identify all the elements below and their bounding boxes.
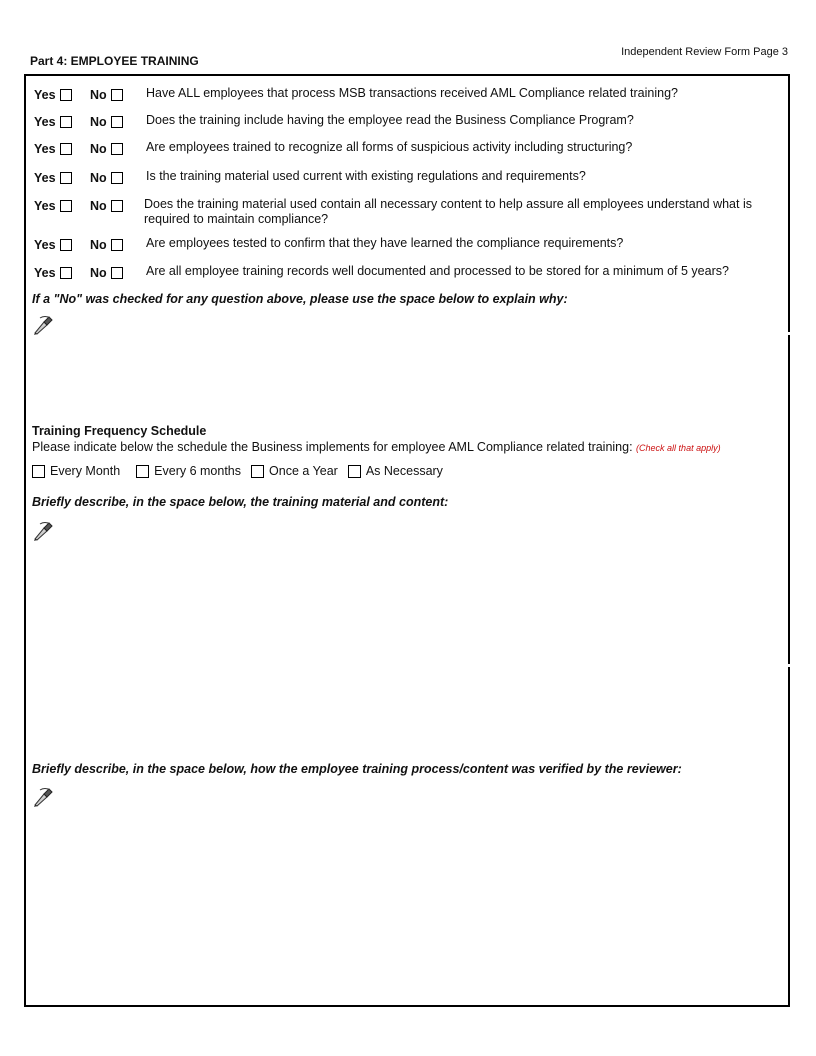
pen-icon[interactable] (32, 520, 54, 542)
pen-icon[interactable] (32, 786, 54, 808)
no-option[interactable]: No (90, 115, 123, 129)
divider-gap (788, 332, 790, 335)
no-checkbox[interactable] (111, 143, 123, 155)
question-text: Is the training material used current with existing regulations and requirements? (146, 169, 586, 183)
verify-prompt: Briefly describe, in the space below, how the employee training process/content was verified by the reviewer: (32, 762, 682, 776)
explain-prompt: If a "No" was checked for any question above, please use the space below to explain why: (32, 292, 568, 306)
yes-checkbox[interactable] (60, 143, 72, 155)
question-text: Are all employee training records well documented and processed to be stored for a minimum of 5 years? (146, 264, 729, 278)
yes-option[interactable]: Yes (34, 115, 72, 129)
yes-option[interactable]: Yes (34, 199, 72, 213)
material-prompt: Briefly describe, in the space below, the training material and content: (32, 495, 449, 509)
yes-checkbox[interactable] (60, 172, 72, 184)
frequency-options (32, 464, 443, 478)
yes-checkbox[interactable] (60, 116, 72, 128)
yes-option[interactable]: Yes (34, 266, 72, 280)
question-row (26, 266, 788, 286)
question-row (26, 171, 788, 191)
pen-icon[interactable] (32, 314, 54, 336)
option-once-a-year[interactable]: Once a Year (251, 464, 338, 478)
part-title: Part 4: EMPLOYEE TRAINING (30, 54, 199, 68)
no-checkbox[interactable] (111, 89, 123, 101)
yes-option[interactable]: Yes (34, 238, 72, 252)
every-6-months-checkbox[interactable] (136, 465, 149, 478)
question-text: Are employees tested to confirm that they have learned the compliance requirements? (146, 236, 624, 250)
no-option[interactable]: No (90, 142, 123, 156)
no-checkbox[interactable] (111, 200, 123, 212)
once-a-year-checkbox[interactable] (251, 465, 264, 478)
page-label: Independent Review Form Page 3 (621, 46, 788, 58)
no-checkbox[interactable] (111, 267, 123, 279)
question-row (26, 115, 788, 135)
no-checkbox[interactable] (111, 172, 123, 184)
as-necessary-checkbox[interactable] (348, 465, 361, 478)
no-option[interactable]: No (90, 238, 123, 252)
option-every-6-months[interactable]: Every 6 months (136, 464, 241, 478)
option-every-month[interactable]: Every Month (32, 464, 120, 478)
question-text: Are employees trained to recognize all forms of suspicious activity including structuring? (146, 140, 633, 154)
frequency-description: Please indicate below the schedule the Business implements for employee AML Compliance related training: (Check all that apply) (32, 440, 721, 454)
divider-gap (788, 664, 790, 667)
form-frame (24, 74, 790, 1007)
yes-option[interactable]: Yes (34, 88, 72, 102)
frequency-title: Training Frequency Schedule (32, 424, 207, 438)
yes-option[interactable]: Yes (34, 171, 72, 185)
yes-option[interactable]: Yes (34, 142, 72, 156)
every-month-checkbox[interactable] (32, 465, 45, 478)
no-option[interactable]: No (90, 88, 123, 102)
no-option[interactable]: No (90, 266, 123, 280)
no-checkbox[interactable] (111, 239, 123, 251)
frequency-note: (Check all that apply) (636, 443, 721, 453)
option-as-necessary[interactable]: As Necessary (348, 464, 443, 478)
yes-checkbox[interactable] (60, 239, 72, 251)
question-text: Does the training include having the employee read the Business Compliance Program? (146, 113, 634, 127)
question-row (26, 142, 788, 162)
no-checkbox[interactable] (111, 116, 123, 128)
question-row (26, 88, 788, 108)
yes-checkbox[interactable] (60, 267, 72, 279)
question-row (26, 199, 788, 233)
no-option[interactable]: No (90, 171, 123, 185)
question-text: Does the training material used contain all necessary content to help assure all employees understand what is required to maintain compliance? (144, 197, 752, 226)
question-row (26, 238, 788, 258)
yes-checkbox[interactable] (60, 200, 72, 212)
question-text: Have ALL employees that process MSB transactions received AML Compliance related training? (146, 86, 678, 100)
yes-checkbox[interactable] (60, 89, 72, 101)
no-option[interactable]: No (90, 199, 123, 213)
